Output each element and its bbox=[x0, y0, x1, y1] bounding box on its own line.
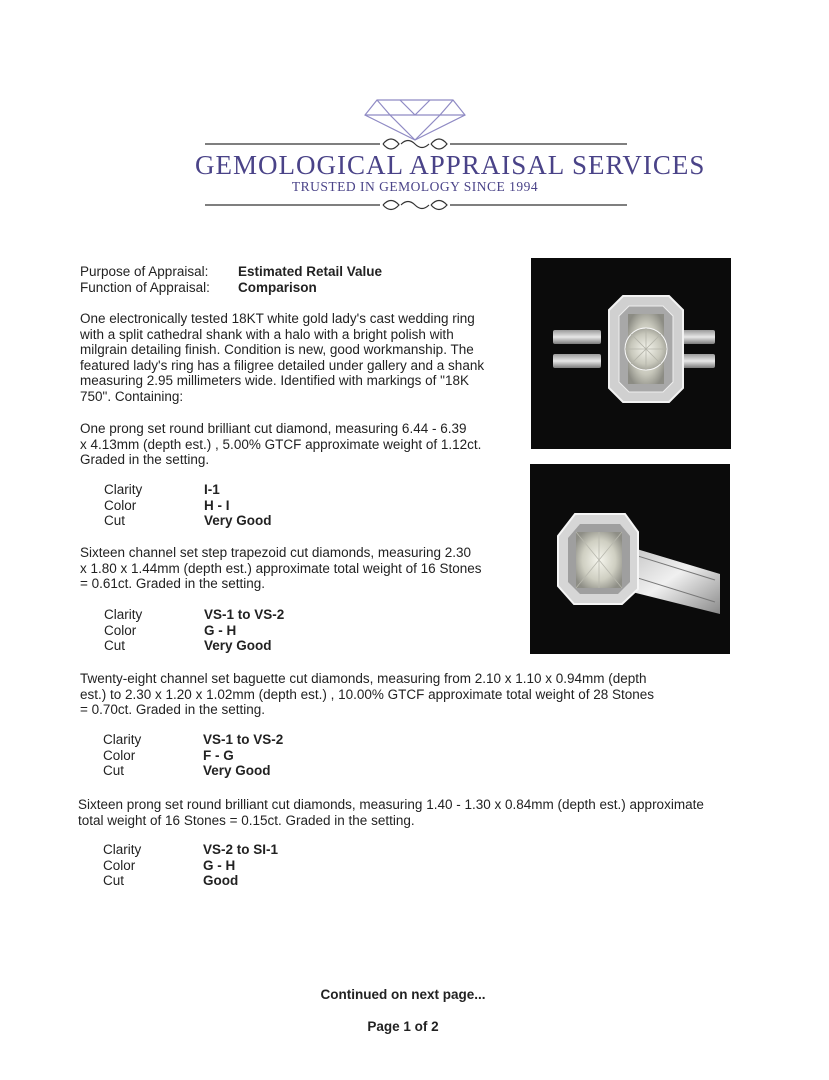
function-label: Function of Appraisal: bbox=[80, 280, 210, 295]
description-line: One electronically tested 18KT white gold lady's cast wedding ring bbox=[80, 311, 475, 326]
grade-value: H - I bbox=[204, 497, 230, 513]
grade-value: I-1 bbox=[204, 482, 220, 497]
description-line: milgrain detailing finish. Condition is new, good workmanship. The bbox=[80, 342, 474, 358]
stone-line: Twenty-eight channel set baguette cut diamonds, measuring from 2.10 x 1.10 x 0.94mm (depth bbox=[80, 671, 647, 686]
stone-description bbox=[80, 545, 481, 592]
grade-label: Clarity bbox=[103, 842, 142, 857]
color-row bbox=[103, 748, 283, 764]
continued-note: Continued on next page... bbox=[320, 987, 486, 1002]
grade-label: Clarity bbox=[104, 607, 143, 622]
grade-value: Very Good bbox=[204, 638, 272, 654]
ring-description bbox=[80, 311, 484, 405]
grade-value: Good bbox=[203, 873, 239, 889]
grade-label: Color bbox=[104, 497, 137, 513]
grade-label: Color bbox=[103, 747, 136, 763]
cut-row bbox=[103, 763, 283, 779]
stone-line: = 0.61ct. Graded in the setting. bbox=[80, 576, 265, 592]
description-line: 750". Containing: bbox=[80, 388, 184, 404]
grade-value: F - G bbox=[203, 747, 234, 763]
grade-value: Very Good bbox=[203, 763, 271, 779]
stone-line: = 0.70ct. Graded in the setting. bbox=[80, 702, 265, 718]
color-row bbox=[103, 858, 278, 874]
company-tagline: TRUSTED IN GEMOLOGY SINCE 1994 bbox=[291, 179, 539, 194]
grade-value: VS-1 to VS-2 bbox=[203, 732, 284, 747]
grade-label: Cut bbox=[103, 763, 125, 779]
stone-line: Sixteen prong set round brilliant cut diamonds, measuring 1.40 - 1.30 x 0.84mm (depth est.) approximate bbox=[78, 797, 704, 812]
grade-label: Cut bbox=[104, 513, 126, 529]
cut-row bbox=[104, 638, 284, 654]
grade-label: Cut bbox=[103, 873, 125, 889]
stone-line: Sixteen channel set step trapezoid cut diamonds, measuring 2.30 bbox=[80, 545, 471, 560]
description-line: featured lady's ring has a filigree detailed under gallery and a shank bbox=[80, 357, 485, 373]
color-row bbox=[104, 498, 272, 514]
stone-grades bbox=[104, 607, 284, 654]
color-row bbox=[104, 623, 284, 639]
grade-value: Very Good bbox=[204, 513, 272, 529]
description-line: measuring 2.95 millimeters wide. Identified with markings of "18K bbox=[80, 373, 469, 389]
grade-value: VS-1 to VS-2 bbox=[204, 607, 285, 622]
stone-grades bbox=[104, 482, 272, 529]
ring-photo-top-view bbox=[531, 258, 731, 449]
clarity-row bbox=[103, 732, 283, 748]
stone-description bbox=[80, 421, 481, 468]
stone-description bbox=[78, 797, 704, 828]
purpose-row bbox=[80, 264, 382, 280]
grade-label: Cut bbox=[104, 638, 126, 654]
grade-label: Color bbox=[103, 857, 136, 873]
stone-line: x 4.13mm (depth est.) , 5.00% GTCF approximate weight of 1.12ct. bbox=[80, 436, 482, 452]
cut-row bbox=[103, 873, 278, 889]
company-logo bbox=[195, 78, 706, 223]
stone-line: Graded in the setting. bbox=[80, 452, 210, 468]
purpose-value: Estimated Retail Value bbox=[238, 264, 383, 279]
grade-label: Clarity bbox=[104, 482, 143, 497]
stone-description bbox=[80, 671, 654, 718]
clarity-row bbox=[103, 842, 278, 858]
ring-top-view-image bbox=[531, 258, 731, 449]
grade-value: VS-2 to SI-1 bbox=[203, 842, 279, 857]
clarity-row bbox=[104, 482, 272, 498]
function-row bbox=[80, 280, 382, 296]
function-value: Comparison bbox=[238, 280, 317, 295]
purpose-label: Purpose of Appraisal: bbox=[80, 264, 209, 279]
appraisal-meta bbox=[80, 264, 382, 296]
ring-side-view-image bbox=[530, 464, 730, 654]
page-number: Page 1 of 2 bbox=[367, 1019, 439, 1034]
grade-value: G - H bbox=[203, 857, 236, 873]
grade-label: Color bbox=[104, 622, 137, 638]
cut-row bbox=[104, 513, 272, 529]
stone-grades bbox=[103, 732, 283, 779]
description-line: with a split cathedral shank with a halo with a bright polish with bbox=[80, 326, 454, 342]
stone-line: total weight of 16 Stones = 0.15ct. Graded in the setting. bbox=[78, 812, 415, 828]
company-name: GEMOLOGICAL APPRAISAL SERVICES bbox=[195, 150, 706, 180]
ring-photo-side-view bbox=[530, 464, 730, 654]
stone-line: x 1.80 x 1.44mm (depth est.) approximate total weight of 16 Stones bbox=[80, 560, 482, 576]
stone-line: One prong set round brilliant cut diamond, measuring 6.44 - 6.39 bbox=[80, 421, 467, 436]
clarity-row bbox=[104, 607, 284, 623]
grade-value: G - H bbox=[204, 622, 237, 638]
stone-line: est.) to 2.30 x 1.20 x 1.02mm (depth est.) , 10.00% GTCF approximate total weight of 28 Stones bbox=[80, 686, 655, 702]
stone-grades bbox=[103, 842, 278, 889]
grade-label: Clarity bbox=[103, 732, 142, 747]
